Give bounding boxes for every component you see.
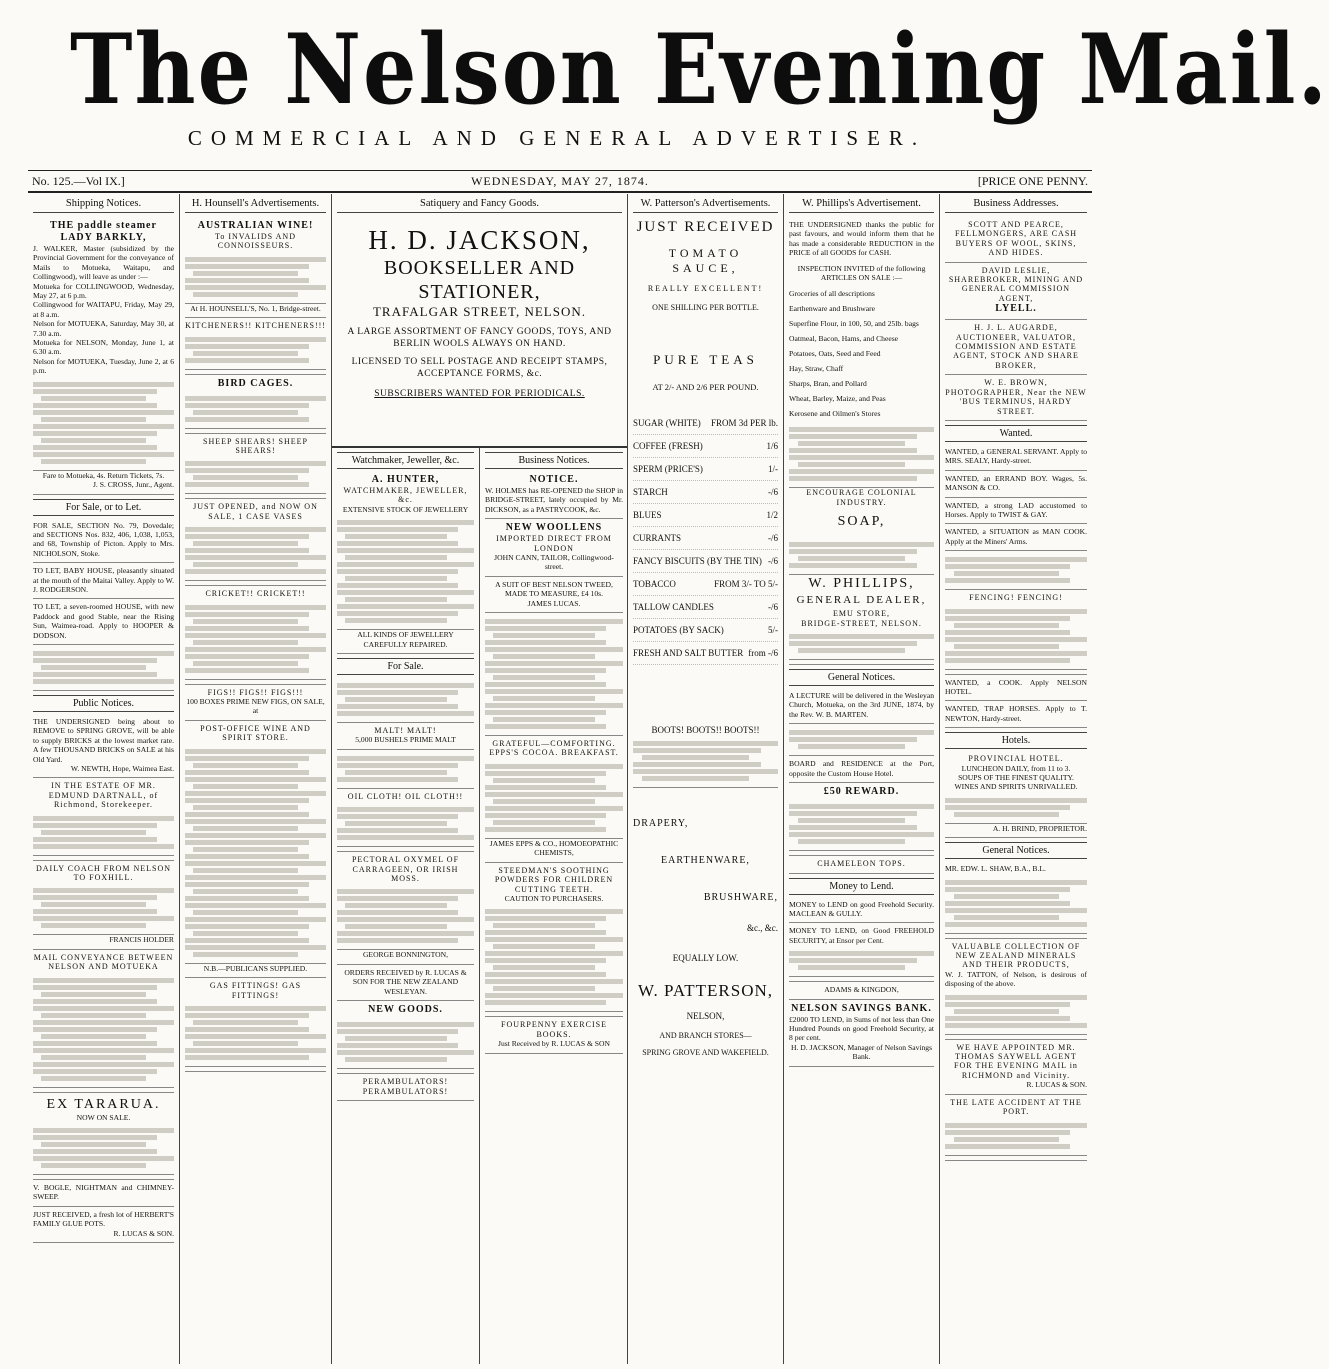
section-heading: For Sale. [337, 658, 474, 675]
signature: JAMES EPPS & CO., HOMOEOPATHIC CHEMISTS, [489, 838, 619, 858]
ad-heading: NEW GOODS. [368, 1004, 443, 1016]
malt-ad [337, 723, 474, 750]
ad-heading: POST-OFFICE WINE AND SPIRIT STORE. [200, 723, 311, 743]
item-price: -/6 [768, 533, 778, 543]
gas-ad [185, 978, 326, 1072]
item-name: STARCH [633, 487, 668, 497]
text-filler [945, 1117, 1087, 1156]
powders-ad [485, 863, 623, 1018]
text-filler [789, 798, 934, 851]
price-row [633, 573, 778, 596]
item-name: FANCY BISCUITS (BY THE TIN) [633, 556, 762, 566]
ad-heading: EX TARARUA. [46, 1096, 161, 1112]
section-heading: Business Notices. [485, 452, 623, 469]
column-heading: W. Patterson's Advertisements. [633, 196, 778, 213]
column-phillips [784, 194, 940, 1364]
price-row [633, 596, 778, 619]
schedule-line: Nelson for MOTUEKA, Tuesday, June 2, at 6 p.m. [33, 356, 174, 376]
ad-heading: OIL CLOTH! OIL CLOTH!! [347, 791, 464, 801]
board-ad [789, 756, 934, 783]
text-filler [185, 390, 326, 429]
perambulator-ad [337, 1074, 474, 1101]
fares: Fare to Motueka, 4s. Return Tickets, 7s. [42, 470, 165, 480]
ad-subheading: CAUTION TO PURCHASERS. [504, 893, 604, 903]
price-row [633, 619, 778, 642]
text-filler [485, 903, 623, 1012]
ad-heading: MALT! MALT! [374, 726, 437, 736]
ad-heading: IN THE ESTATE OF MR. EDMUND DARTNALL, of Richmond, Storekeeper. [48, 781, 159, 810]
text-filler [185, 251, 326, 304]
jackson-street: TRAFALGAR STREET, NELSON. [372, 304, 587, 319]
ad-subheading: IMPORTED DIRECT FROM LONDON [496, 534, 612, 553]
ad-heading: JUST OPENED, and NOW ON SALE, 1 CASE VASES [193, 502, 318, 521]
goods-item: Kerosene and Oilmen's Stores [789, 409, 881, 419]
ad-text: FOR SALE, SECTION No. 79, Dovedale; and SECTIONS Nos. 832, 406, 1,038, 1,053, and 68, Township of Picton. Apply to Mrs. NICHOLSON, Stoke. [33, 520, 174, 558]
sauce-heading: TOMATO SAUCE, [668, 246, 743, 275]
ad-heading: VALUABLE COLLECTION OF NEW ZEALAND MINERALS AND THEIR PRODUCTS, [951, 941, 1081, 970]
signature: JOHN CANN, TAILOR, Collingwood-street. [494, 553, 614, 572]
bogle-ad [33, 1180, 174, 1207]
schedule-line: Collingwood for WAITAPU, Friday, May 29, at 8 a.m. [33, 300, 174, 319]
wanted-ad [945, 675, 1087, 702]
ad-text: A LECTURE will be delivered in the Wesleyan Church, Motueka, on the 3rd JUNE, 1874, by the Rev. W. B. MARTEN. [789, 691, 934, 719]
ad-text: MONEY TO LEND, on Good FREEHOLD SECURITY, at Ensor per Cent. [789, 926, 934, 945]
collection-ad [945, 939, 1087, 1040]
ad-text: V. BOGLE, NIGHTMAN and CHIMNEY-SWEEP. [33, 1183, 174, 1202]
column-shipping [28, 194, 180, 1364]
schedule-line: Motueka for COLLINGWOOD, Wednesday, May 27, at 6 p.m. [33, 281, 174, 301]
ad-text: MONEY to LEND on good Freehold Security. MACLEAN & GULLY. [789, 899, 934, 918]
ad-heading: SOAP, [837, 514, 886, 530]
ad-heading: £50 REWARD. [823, 786, 900, 798]
ad-text: 5,000 BUSHELS PRIME MALT [355, 735, 456, 745]
coach-ad [33, 861, 174, 950]
signature: JAMES LUCAS. [527, 598, 581, 608]
text-filler [33, 972, 174, 1088]
ad-heading: AUSTRALIAN WINE! [197, 220, 314, 231]
section-heading: Money to Lend. [789, 878, 934, 895]
item-price: 1/2 [766, 510, 778, 520]
text-filler [337, 750, 474, 789]
item-price: FROM 3/- TO 5/- [714, 579, 778, 589]
column-heading: Shipping Notices. [33, 196, 174, 213]
jackson-line: SUBSCRIBERS WANTED FOR PERIODICALS. [374, 389, 585, 399]
ad-text: WANTED, an ERRAND BOY. Wages, 5s. MANSON & CO. [945, 473, 1087, 493]
ad-heading: FOURPENNY EXERCISE BOOKS. [501, 1020, 607, 1039]
item-price: FROM 3d PER lb. [710, 418, 778, 428]
dateline [28, 170, 1092, 193]
sale-ad [33, 518, 174, 564]
wine-ad [185, 217, 326, 318]
figs-ad [185, 685, 326, 721]
ad-text: W. E. BROWN, PHOTOGRAPHER, Near the NEW 'BUS TERMINUS, HARDY STREET. [945, 378, 1087, 416]
text-filler [789, 421, 934, 488]
jackson-trade: BOOKSELLER AND STATIONER, [383, 257, 576, 303]
text-filler [485, 613, 623, 736]
oilcloth-ad [337, 789, 474, 852]
issue-number: No. 125.—Vol IX.] [32, 174, 125, 188]
jackson-name: H. D. JACKSON, [368, 225, 591, 255]
received-heading: JUST RECEIVED [636, 219, 775, 235]
mail-ad [33, 950, 174, 1093]
goods-item: Wheat, Barley, Maize, and Peas [789, 394, 886, 404]
ad-heading: CRICKET!! CRICKET!! [205, 589, 306, 599]
tops-ad [789, 856, 934, 873]
columns [28, 194, 1092, 1364]
ad-text: REALLY EXCELLENT! [647, 284, 764, 293]
ad-text: AT 2/- AND 2/6 PER POUND. [652, 382, 759, 392]
column-patterson [628, 194, 784, 1364]
schedule-line: Motueka for NELSON, Monday, June 1, at 6.30 a.m. [33, 338, 174, 357]
text-filler [945, 792, 1087, 824]
goods-line: &c., &c. [747, 923, 778, 933]
ad-heading: NOTICE. [529, 474, 579, 485]
agent: J. S. CROSS, Junr., Agent. [92, 480, 174, 490]
augarde-ad [945, 320, 1087, 375]
ad-subheading: To INVALIDS AND CONNOISSEURS. [215, 232, 296, 251]
ad-heading: A. HUNTER, [371, 474, 440, 485]
text-filler [337, 1016, 474, 1069]
goods-line: EARTHENWARE, [661, 855, 750, 866]
column-heading: H. Hounsell's Advertisements. [185, 196, 326, 213]
signature: ADAMS & KINGDON, [824, 985, 899, 995]
column-watchmaker [332, 448, 480, 1364]
text-filler [337, 514, 474, 630]
tararua-ad [33, 1093, 174, 1180]
ad-text: NELSON, [686, 1011, 725, 1021]
item-name: TOBACCO [633, 579, 676, 589]
section-heading: General Notices. [789, 669, 934, 686]
item-name: POTATOES (BY SACK) [633, 625, 724, 635]
goods-item: Hay, Straw, Chaff [789, 364, 844, 374]
column-addresses [940, 194, 1092, 1364]
item-name: TALLOW CANDLES [633, 602, 714, 612]
item-name: FRESH AND SALT BUTTER [633, 648, 744, 658]
ad-subheading: INSPECTION INVITED of the following ARTICLES ON SALE :— [797, 263, 926, 283]
signature: H. D. JACKSON, Manager of Nelson Savings Bank. [790, 1042, 933, 1062]
ad-heading: PERAMBULATORS! PERAMBULATORS! [362, 1077, 449, 1096]
column-stationery [332, 194, 628, 1364]
text-filler [185, 455, 326, 494]
hotel-ad [945, 751, 1087, 838]
ad-heading: DAILY COACH FROM NELSON TO FOXHILL. [35, 863, 172, 883]
phillips-name: W. PHILLIPS, [808, 576, 915, 592]
item-price: 1/6 [766, 441, 778, 451]
issue-price: [PRICE ONE PENNY. [977, 174, 1088, 188]
jackson-line: LICENSED TO SELL POSTAGE AND RECEIPT STAMPS, ACCEPTANCE FORMS, &c. [351, 357, 608, 379]
ad-heading: NEW WOOLLENS [505, 522, 603, 534]
store-street: BRIDGE-STREET, NELSON. [801, 618, 922, 628]
signature: At H. HOUNSELL'S, No. 1, Bridge-street. [190, 303, 321, 313]
text-filler [33, 1122, 174, 1175]
lecture-ad [789, 688, 934, 724]
ad-heading: LYELL. [995, 303, 1037, 315]
glue-ad [33, 1207, 174, 1243]
ad-heading: GAS FITTINGS! GAS FITTINGS! [209, 981, 302, 1000]
text-filler [185, 521, 326, 581]
ad-text: ONE SHILLING PER BOTTLE. [652, 303, 759, 312]
price-list [633, 412, 778, 665]
tweed-ad [485, 577, 623, 613]
goods-item: Sharps, Bran, and Pollard [789, 379, 867, 389]
goods-list [789, 286, 934, 421]
section-heading: Hotels. [945, 732, 1087, 749]
ad-text: WANTED, a SITUATION as MAN COOK. Apply at the Miners' Arms. [945, 527, 1087, 546]
ad-text: SOUPS OF THE FINEST QUALITY. [958, 773, 1074, 782]
bank-ad [789, 1000, 934, 1067]
column-heading: W. Phillips's Advertisement. [789, 196, 934, 213]
jackson-line: A LARGE ASSORTMENT OF FANCY GOODS, TOYS, AND BERLIN WOOLS ALWAYS ON HAND. [347, 327, 612, 349]
goods-line: DRAPERY, [633, 818, 689, 829]
exercise-ad [485, 1017, 623, 1053]
ad-heading: NELSON SAVINGS BANK. [791, 1002, 932, 1014]
signature: R. LUCAS & SON. [1026, 1080, 1087, 1090]
hunter-ad [337, 471, 474, 654]
item-name: CURRANTS [633, 533, 682, 543]
price-row [633, 412, 778, 435]
text-filler [185, 599, 326, 680]
leslie-ad [945, 263, 1087, 321]
ad-heading: PROVINCIAL HOTEL. [968, 754, 1064, 764]
boots-heading: BOOTS! BOOTS!! BOOTS!! [651, 725, 760, 735]
signature: Just Received by R. LUCAS & SON [497, 1039, 610, 1049]
goods-item: Oatmeal, Bacon, Hams, and Cheese [789, 334, 899, 344]
accident-ad [945, 1095, 1087, 1161]
brown-ad [945, 375, 1087, 421]
ad-text: THE UNDERSIGNED thanks the public for past favours, and would inform them that he has made a considerable REDUCTION in the PRICE of all GOODS for CASH. [789, 220, 934, 258]
ad-text: WANTED, TRAP HORSES. Apply to T. NEWTON, Hardy-street. [945, 704, 1087, 723]
ad-text: TO LET, BABY HOUSE, pleasantly situated at the mouth of the Maitai Valley. Apply to W. J. RODGERSON. [33, 566, 174, 594]
signature: A. H. BRIND, PROPRIETOR. [992, 823, 1087, 833]
text-filler [945, 989, 1087, 1035]
ad-text: MR. EDW. L. SHAW, B.A., B.L. [945, 864, 1046, 874]
ad-text: EXTENSIVE STOCK OF JEWELLERY [342, 504, 469, 514]
ad-heading: BIRD CAGES. [217, 377, 294, 389]
notice-ad [485, 471, 623, 519]
vessel-name: THE paddle steamer LADY BARKLY, [50, 220, 157, 243]
text-filler [185, 743, 326, 964]
fencing-ad [945, 590, 1087, 674]
ad-text: WANTED, a strong LAD accustomed to Horses. Apply to TWIST & GAY. [945, 500, 1087, 519]
goods-line: BRUSHWARE, [703, 892, 778, 903]
item-price: from -/6 [748, 648, 778, 658]
text-filler [789, 724, 934, 756]
issue-date: WEDNESDAY, MAY 27, 1874. [471, 174, 649, 188]
wesleyan-ad [337, 965, 474, 1001]
ad-heading: THE LATE ACCIDENT AT THE PORT. [950, 1097, 1082, 1117]
ad-heading: CHAMELEON TOPS. [817, 859, 906, 869]
ad-text: JUST RECEIVED, a fresh lot of HERBERT'S FAMILY GLUE POTS. [33, 1209, 174, 1229]
ad-text: BOARD and RESIDENCE at the Port, opposite the Custom House Hotel. [789, 759, 934, 778]
ad-text: WANTED, a GENERAL SERVANT. Apply to MRS. SEALY, Hardy-street. [945, 446, 1087, 466]
ad-text: H. J. L. AUGARDE, AUCTIONEER, VALUATOR, COMMISSION AND ESTATE AGENT, STOCK AND SHARE BROKER, [953, 323, 1079, 370]
item-price: 1/- [768, 464, 778, 474]
ad-heading: PECTORAL OXYMEL OF CARRAGEEN, OR IRISH MOSS. [351, 855, 460, 884]
item-name: BLUES [633, 510, 662, 520]
vases-ad [185, 499, 326, 586]
ad-text: WE HAVE APPOINTED MR. THOMAS SAYWELL AGENT FOR THE EVENING MAIL in RICHMOND and Vicinity. [954, 1042, 1078, 1080]
ad-subheading: WATCHMAKER, JEWELLER, &c. [343, 486, 468, 505]
sale-ad [33, 563, 174, 599]
text-filler [789, 945, 934, 977]
text-filler [789, 536, 934, 575]
post-office-ad [185, 721, 326, 978]
price-row [633, 435, 778, 458]
ad-heading: MAIL CONVEYANCE BETWEEN NELSON AND MOTUEKA [33, 952, 174, 972]
moss-ad [337, 852, 474, 965]
new-goods-ad [337, 1001, 474, 1074]
shipping-ad [33, 217, 174, 495]
phillips-ad [789, 217, 934, 665]
text-filler [945, 874, 1087, 934]
store-name: EMU STORE, [833, 609, 890, 619]
text-filler [485, 758, 623, 839]
section-heading: General Notices. [945, 842, 1087, 859]
ad-text: W. J. TATTON, of Nelson, is desirous of disposing of the above. [945, 969, 1087, 989]
signature: FRANCIS HOLDER [109, 935, 174, 945]
masthead [0, 0, 1329, 200]
item-price: -/6 [768, 602, 778, 612]
money-ad [789, 923, 934, 982]
item-name: SUGAR (WHITE) [633, 418, 701, 428]
text-filler [33, 645, 174, 691]
text-filler [337, 677, 474, 723]
cages-ad [185, 375, 326, 434]
column-hounsell [180, 194, 332, 1364]
ad-subheading: ENCOURAGE COLONIAL INDUSTRY. [806, 488, 917, 507]
price-row [633, 527, 778, 550]
ad-text: WINES AND SPIRITS UNRIVALLED. [954, 782, 1078, 792]
signature: GEORGE BONNINGTON, [362, 950, 449, 960]
ad-text: J. WALKER, Master (subsidized by the Provincial Government for the conveyance of Mails to Motueka, Waitapu, and Collingwood), will leave as under :— [33, 244, 174, 282]
ad-heading: GRATEFUL—COMFORTING. EPPS'S COCOA. BREAKFAST. [489, 739, 619, 758]
price-row [633, 458, 778, 481]
reward-ad [789, 783, 934, 856]
column-business [480, 448, 628, 1364]
shaw-ad [945, 861, 1087, 938]
goods-item: Potatoes, Oats, Seed and Feed [789, 349, 881, 359]
ad-heading: SHEEP SHEARS! SHEEP SHEARS! [203, 436, 308, 456]
ad-heading: STEEDMAN'S SOOTHING POWDERS FOR CHILDREN CUTTING TEETH. [494, 865, 614, 894]
wanted-ad [945, 701, 1087, 728]
notice-ad [33, 778, 174, 860]
text-filler [185, 1000, 326, 1067]
newspaper-title: The Nelson Evening Mail. [70, 12, 1329, 126]
phillips-trade: GENERAL DEALER, [796, 594, 927, 607]
woollens-ad [485, 519, 623, 577]
ad-text: EQUALLY LOW. [672, 953, 739, 963]
money-ad [789, 897, 934, 924]
wanted-ad [945, 498, 1087, 525]
notice-ad [33, 714, 174, 778]
item-price: -/6 [768, 487, 778, 497]
patterson-name: W. PATTERSON, [637, 981, 774, 1000]
text-filler [185, 331, 326, 370]
ad-text: ALL KINDS OF JEWELLERY CAREFULLY REPAIRED. [357, 630, 454, 649]
ad-text: W. HOLMES has RE-OPENED the SHOP in BRIDGE-STREET, lately occupied by Mr. DICKSON, as a PASTRYCOOK, &c. [485, 486, 623, 514]
price-row [633, 481, 778, 504]
section-heading: Wanted. [945, 425, 1087, 442]
signature: R. LUCAS & SON. [113, 1228, 174, 1238]
column-heading: Business Addresses. [945, 196, 1087, 213]
item-name: SPERM (PRICE'S) [633, 464, 703, 474]
wanted-ad [945, 524, 1087, 551]
shears-ad [185, 434, 326, 500]
signature: W. NEWTH, Hope, Waimea East. [70, 764, 174, 773]
ad-text: TO LET, a seven-roomed HOUSE, with new Paddock and good Stable, near the Rising Sun, Waimea-road. Apply to HOOPER & DODSON. [33, 602, 174, 640]
ad-text: NOW ON SALE. [76, 1112, 131, 1122]
wanted-ad [945, 471, 1087, 498]
item-name: COFFEE (FRESH) [633, 441, 703, 451]
text-filler [33, 810, 174, 856]
item-price: -/6 [768, 556, 778, 566]
saywell-ad [945, 1040, 1087, 1095]
ad-heading: KITCHENERS!! KITCHENERS!!! [185, 321, 326, 331]
text-filler [337, 801, 474, 847]
schedule-line: Nelson for MOTUEKA, Saturday, May 30, at 7.30 a.m. [33, 319, 174, 338]
text-filler [945, 551, 1087, 590]
kingdon-ad [789, 982, 934, 999]
ad-text: N.B.—PUBLICANS SUPPLIED. [203, 963, 308, 973]
newspaper-subtitle: COMMERCIAL AND GENERAL ADVERTISER. [187, 126, 927, 150]
column-heading: Satiquery and Fancy Goods. [337, 196, 622, 213]
text-filler [337, 883, 474, 950]
ad-text: SCOTT AND PEARCE, FELLMONGERS, ARE CASH BUYERS OF WOOL, SKINS, AND HIDES. [954, 220, 1078, 258]
ad-text: AND BRANCH STORES— [659, 1031, 752, 1040]
ad-text: WANTED, a COOK. Apply NELSON HOTEL. [945, 677, 1087, 696]
section-heading: For Sale, or to Let. [33, 499, 174, 516]
section-heading: Watchmaker, Jeweller, &c. [337, 452, 474, 469]
cocoa-ad [485, 736, 623, 863]
ad-text: DAVID LESLIE, SHAREBROKER, MINING AND GENERAL COMMISSION AGENT, [948, 265, 1084, 303]
ad-heading: FIGS!! FIGS!! FIGS!!! [207, 687, 304, 697]
jackson-banner [332, 216, 627, 448]
ad-heading: FENCING! FENCING! [969, 593, 1063, 603]
text-filler [945, 603, 1087, 670]
ad-text: £2000 TO LEND, in Sums of not less than One Hundred Pounds on good Freehold Security, at 8 per cent. [789, 1014, 934, 1043]
scott-ad [945, 217, 1087, 263]
ad-text: SPRING GROVE AND WAKEFIELD. [642, 1048, 769, 1057]
section-heading: Public Notices. [33, 695, 174, 712]
ad-text: ORDERS RECEIVED by R. LUCAS & SON FOR THE NEW ZEALAND WESLEYAN. [344, 967, 467, 996]
kitchener-ad [185, 318, 326, 374]
price-row [633, 642, 778, 665]
price-row [633, 504, 778, 527]
ad-text: LUNCHEON DAILY, from 11 to 3. [961, 763, 1071, 773]
ad-text: THE UNDERSIGNED being about to REMOVE to SPRING GROVE, will be able to supply BRICKS at the lowest market rate. A few THOUSAND BRICKS on SALE at his Old Yard. [33, 716, 174, 764]
wanted-ad [945, 444, 1087, 471]
teas-heading: PURE TEAS [653, 352, 758, 367]
ad-text: 100 BOXES PRIME NEW FIGS, ON SALE, at [186, 697, 325, 716]
item-price: 5/- [768, 625, 778, 635]
text-filler [33, 376, 174, 471]
price-row [633, 550, 778, 573]
text-filler [33, 882, 174, 935]
goods-item: Earthenware and Brushware [789, 304, 876, 314]
text-filler [633, 735, 778, 788]
text-filler [789, 628, 934, 660]
goods-item: Superfine Flour, in 100, 50, and 25lb. bags [789, 319, 919, 329]
ad-text: A SUIT OF BEST NELSON TWEED, MADE TO MEASURE, £4 10s. [495, 579, 613, 599]
cricket-ad [185, 586, 326, 684]
goods-item: Groceries of all descriptions [789, 289, 875, 299]
sale-ad [33, 599, 174, 645]
